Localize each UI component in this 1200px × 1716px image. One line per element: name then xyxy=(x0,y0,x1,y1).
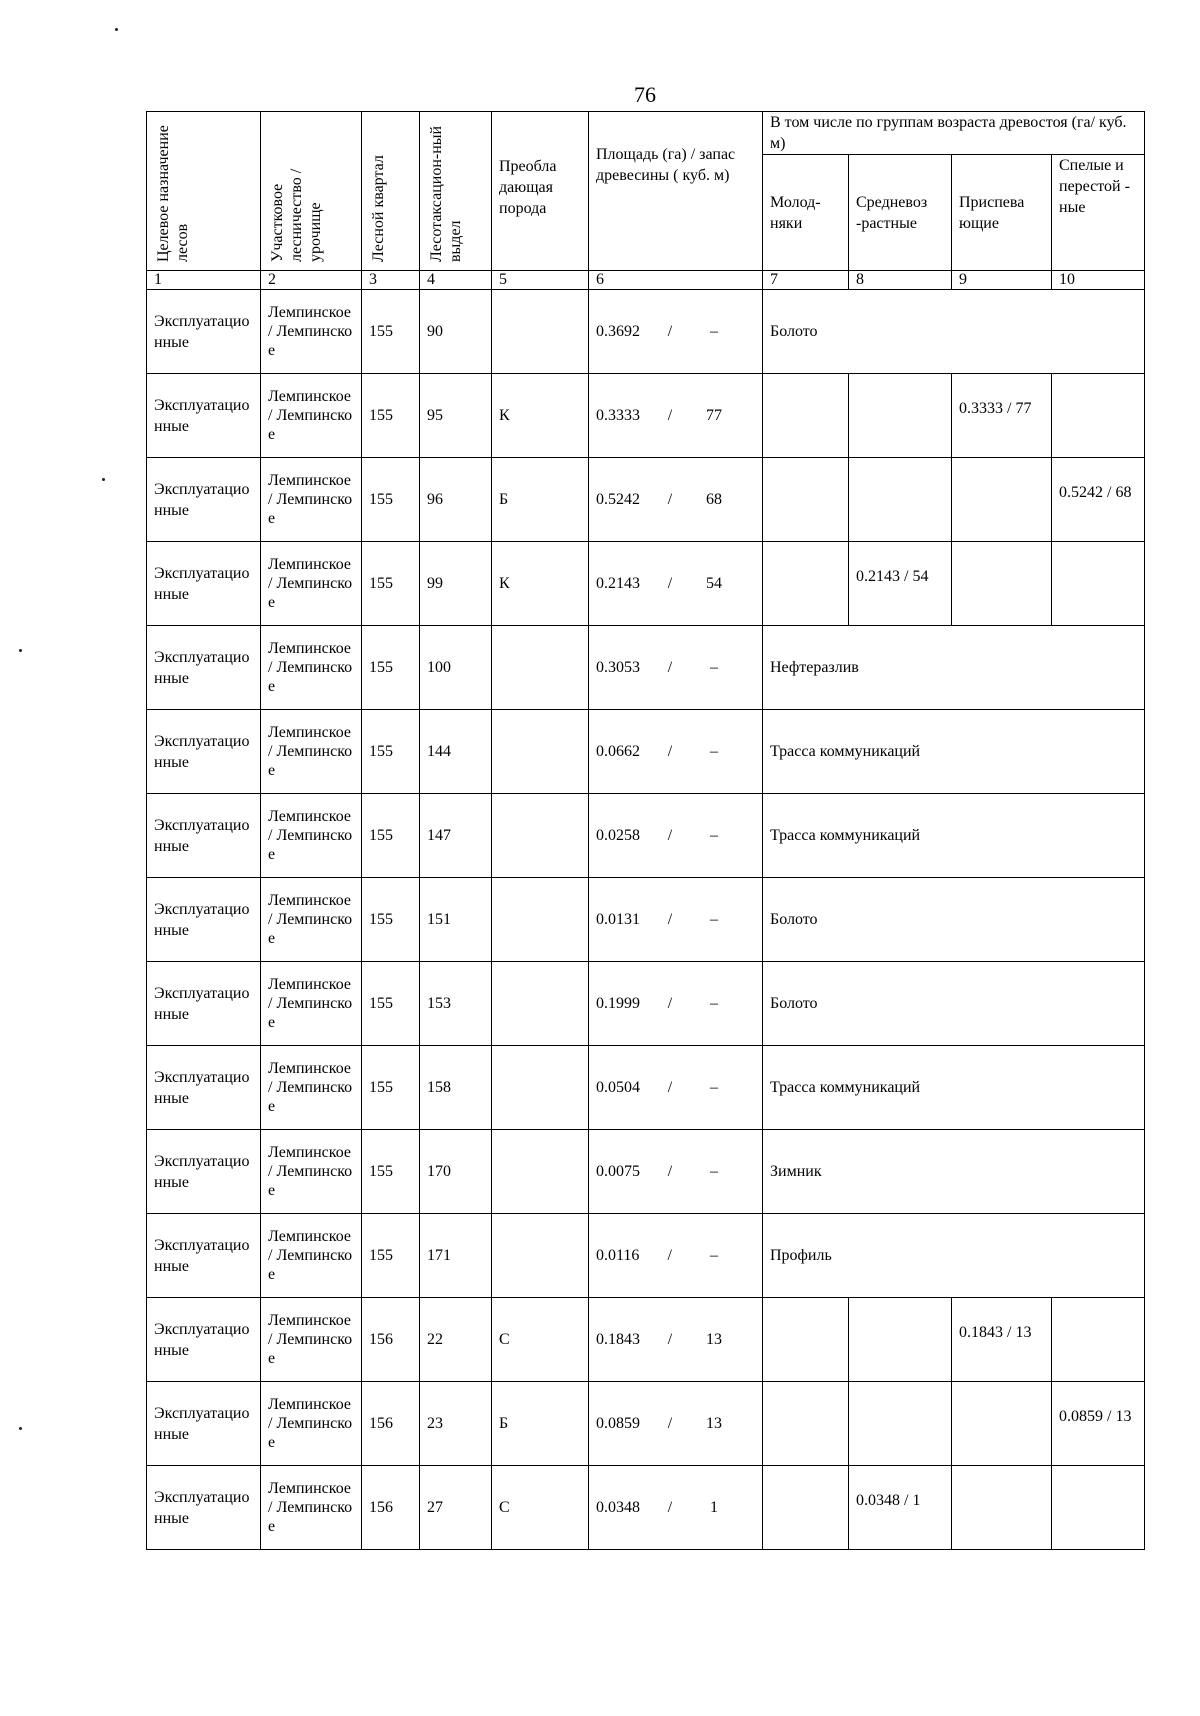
area-separator: / xyxy=(667,491,673,508)
area-stock-pair xyxy=(596,1413,728,1434)
species-cell: С xyxy=(492,1466,589,1550)
area-stock-pair xyxy=(596,1077,728,1098)
table-row xyxy=(147,626,1145,710)
area-cell xyxy=(589,542,763,626)
age-middle-cell xyxy=(849,458,952,542)
table-row xyxy=(147,542,1145,626)
district-cell: Лемпинское / Лемпинское xyxy=(261,1130,362,1214)
quarter-cell: 155 xyxy=(362,878,420,962)
column-number: 10 xyxy=(1052,271,1145,290)
table-row xyxy=(147,1298,1145,1382)
age-young-cell xyxy=(763,1382,849,1466)
quarter-cell: 156 xyxy=(362,1466,420,1550)
stock-value: 1 xyxy=(710,1499,718,1516)
area-stock-pair xyxy=(596,573,728,594)
area-separator: / xyxy=(667,1247,672,1264)
stock-value: 68 xyxy=(706,491,722,508)
age-mature-cell xyxy=(1052,1466,1145,1550)
header-quarter-text: Лесной квартал xyxy=(370,155,387,262)
species-cell xyxy=(492,290,589,374)
header-district-text: Участковое лесничество / урочище xyxy=(269,168,324,262)
district-cell: Лемпинское / Лемпинское xyxy=(261,626,362,710)
area-separator: / xyxy=(667,407,673,424)
column-number: 5 xyxy=(492,271,589,290)
area-cell xyxy=(589,1046,763,1130)
area-separator: / xyxy=(667,575,673,592)
age-group-value: 0.0348 / 1 xyxy=(856,1492,921,1509)
plot-cell: 22 xyxy=(420,1298,492,1382)
header-plot xyxy=(420,112,492,271)
page-number: 76 xyxy=(634,82,656,107)
area-cell xyxy=(589,794,763,878)
plot-cell: 100 xyxy=(420,626,492,710)
age-mature-cell xyxy=(1052,1298,1145,1382)
age-young-cell xyxy=(763,374,849,458)
age-mature-cell xyxy=(1052,542,1145,626)
area-stock-pair xyxy=(596,1497,728,1518)
age-premature-cell xyxy=(952,458,1052,542)
header-age-groups xyxy=(763,112,1145,155)
non-forest-note: Болото xyxy=(763,290,1145,374)
area-separator: / xyxy=(667,1331,673,1348)
purpose-cell: Эксплуатационные xyxy=(147,290,261,374)
table-body xyxy=(147,290,1145,1550)
area-value: 0.1999 xyxy=(596,995,640,1012)
district-cell: Лемпинское / Лемпинское xyxy=(261,962,362,1046)
header-species xyxy=(492,112,589,271)
stock-value: 77 xyxy=(706,407,722,424)
area-value: 0.0859 xyxy=(596,1415,640,1432)
non-forest-note: Трасса коммуникаций xyxy=(763,710,1145,794)
species-cell: К xyxy=(492,542,589,626)
table-row xyxy=(147,878,1145,962)
purpose-cell: Эксплуатационные xyxy=(147,1046,261,1130)
purpose-cell: Эксплуатационные xyxy=(147,794,261,878)
area-cell xyxy=(589,374,763,458)
quarter-cell: 155 xyxy=(362,626,420,710)
district-cell: Лемпинское / Лемпинское xyxy=(261,542,362,626)
age-premature-cell xyxy=(952,1466,1052,1550)
column-number: 2 xyxy=(261,271,362,290)
header-purpose xyxy=(147,112,261,271)
header-mature-text: Спелые и перестой - ные xyxy=(1059,157,1130,216)
table-row xyxy=(147,1046,1145,1130)
area-stock-pair xyxy=(596,1329,728,1350)
area-stock-pair xyxy=(596,657,728,678)
plot-cell: 147 xyxy=(420,794,492,878)
quarter-cell: 155 xyxy=(362,290,420,374)
column-number: 6 xyxy=(589,271,763,290)
header-quarter xyxy=(362,112,420,271)
area-separator: / xyxy=(667,323,673,340)
species-cell xyxy=(492,794,589,878)
column-number: 1 xyxy=(147,271,261,290)
area-stock-pair xyxy=(596,1161,728,1182)
age-group-value: 0.3333 / 77 xyxy=(959,400,1032,417)
age-premature-cell xyxy=(952,374,1052,458)
age-group-value: 0.2143 / 54 xyxy=(856,568,929,585)
plot-cell: 90 xyxy=(420,290,492,374)
area-stock-pair xyxy=(596,1245,728,1266)
quarter-cell: 155 xyxy=(362,1046,420,1130)
table-row xyxy=(147,290,1145,374)
plot-cell: 153 xyxy=(420,962,492,1046)
area-cell xyxy=(589,962,763,1046)
district-cell: Лемпинское / Лемпинское xyxy=(261,1298,362,1382)
stock-value: – xyxy=(710,659,718,676)
area-separator: / xyxy=(667,1415,673,1432)
age-middle-cell xyxy=(849,1298,952,1382)
scan-speck xyxy=(115,28,118,31)
area-value: 0.3692 xyxy=(596,323,640,340)
age-middle-cell xyxy=(849,374,952,458)
area-cell xyxy=(589,710,763,794)
table-row xyxy=(147,374,1145,458)
area-cell xyxy=(589,1382,763,1466)
scan-speck xyxy=(19,649,22,652)
header-plot-text: Лесотаксацион-ный выдел xyxy=(428,125,464,262)
header-mature xyxy=(1052,155,1145,271)
non-forest-note: Болото xyxy=(763,878,1145,962)
area-value: 0.0075 xyxy=(596,1163,640,1180)
stock-value: – xyxy=(710,743,718,760)
plot-cell: 27 xyxy=(420,1466,492,1550)
quarter-cell: 156 xyxy=(362,1298,420,1382)
stock-value: – xyxy=(710,911,718,928)
district-cell: Лемпинское / Лемпинское xyxy=(261,458,362,542)
species-cell: С xyxy=(492,1298,589,1382)
area-value: 0.0662 xyxy=(596,743,640,760)
area-stock-pair xyxy=(596,741,728,762)
district-cell: Лемпинское / Лемпинское xyxy=(261,1382,362,1466)
quarter-cell: 155 xyxy=(362,542,420,626)
age-group-value: 0.0859 / 13 xyxy=(1059,1408,1132,1425)
area-stock-pair xyxy=(596,825,728,846)
stock-value: – xyxy=(710,1247,718,1264)
purpose-cell: Эксплуатационные xyxy=(147,878,261,962)
table-row xyxy=(147,794,1145,878)
species-cell xyxy=(492,626,589,710)
header-premature-text: Приспева ющие xyxy=(959,193,1025,232)
area-value: 0.0348 xyxy=(596,1499,640,1516)
stock-value: – xyxy=(710,995,718,1012)
header-species-text: Преобла дающая порода xyxy=(499,158,557,217)
quarter-cell: 155 xyxy=(362,710,420,794)
age-premature-cell xyxy=(952,542,1052,626)
age-mature-cell xyxy=(1052,458,1145,542)
table-row xyxy=(147,1214,1145,1298)
table-row xyxy=(147,1466,1145,1550)
area-separator: / xyxy=(667,995,673,1012)
area-stock-pair xyxy=(596,909,728,930)
header-young xyxy=(763,155,849,271)
purpose-cell: Эксплуатационные xyxy=(147,1466,261,1550)
age-young-cell xyxy=(763,1466,849,1550)
area-stock-pair xyxy=(596,993,728,1014)
area-value: 0.1843 xyxy=(596,1331,640,1348)
area-value: 0.2143 xyxy=(596,575,640,592)
area-stock-pair xyxy=(596,405,728,426)
species-cell xyxy=(492,878,589,962)
non-forest-note: Болото xyxy=(763,962,1145,1046)
header-young-text: Молод-няки xyxy=(770,193,821,232)
area-cell xyxy=(589,1130,763,1214)
area-value: 0.0504 xyxy=(596,1079,640,1096)
species-cell: Б xyxy=(492,1382,589,1466)
header-area xyxy=(589,112,763,271)
species-cell xyxy=(492,710,589,794)
quarter-cell: 155 xyxy=(362,962,420,1046)
age-premature-cell xyxy=(952,1298,1052,1382)
district-cell: Лемпинское / Лемпинское xyxy=(261,1466,362,1550)
purpose-cell: Эксплуатационные xyxy=(147,1214,261,1298)
area-value: 0.0258 xyxy=(596,827,640,844)
table-row xyxy=(147,1382,1145,1466)
quarter-cell: 155 xyxy=(362,1214,420,1298)
quarter-cell: 155 xyxy=(362,1130,420,1214)
purpose-cell: Эксплуатационные xyxy=(147,1382,261,1466)
age-young-cell xyxy=(763,458,849,542)
column-number: 3 xyxy=(362,271,420,290)
district-cell: Лемпинское / Лемпинское xyxy=(261,794,362,878)
area-value: 0.5242 xyxy=(596,491,640,508)
plot-cell: 23 xyxy=(420,1382,492,1466)
column-number: 7 xyxy=(763,271,849,290)
age-middle-cell xyxy=(849,542,952,626)
plot-cell: 170 xyxy=(420,1130,492,1214)
area-separator: / xyxy=(667,1163,673,1180)
stock-value: – xyxy=(710,1163,718,1180)
area-value: 0.0116 xyxy=(596,1247,640,1264)
species-cell xyxy=(492,1130,589,1214)
district-cell: Лемпинское / Лемпинское xyxy=(261,878,362,962)
district-cell: Лемпинское / Лемпинское xyxy=(261,1046,362,1130)
age-group-value: 0.5242 / 68 xyxy=(1059,484,1132,501)
stock-value: – xyxy=(710,1079,718,1096)
scan-speck xyxy=(102,478,105,481)
purpose-cell: Эксплуатационные xyxy=(147,1130,261,1214)
area-separator: / xyxy=(667,827,673,844)
area-cell xyxy=(589,1466,763,1550)
stock-value: – xyxy=(710,827,718,844)
stock-value: – xyxy=(710,323,718,340)
table-row xyxy=(147,1130,1145,1214)
age-group-value: 0.1843 / 13 xyxy=(959,1324,1032,1341)
age-mature-cell xyxy=(1052,374,1145,458)
area-separator: / xyxy=(667,743,673,760)
non-forest-note: Профиль xyxy=(763,1214,1145,1298)
header-age-groups-text: В том числе по группам возраста древостоя (га/ куб. м) xyxy=(770,114,1127,152)
plot-cell: 151 xyxy=(420,878,492,962)
species-cell: Б xyxy=(492,458,589,542)
age-young-cell xyxy=(763,1298,849,1382)
species-cell xyxy=(492,1214,589,1298)
area-cell xyxy=(589,626,763,710)
age-premature-cell xyxy=(952,1382,1052,1466)
district-cell: Лемпинское / Лемпинское xyxy=(261,710,362,794)
age-middle-cell xyxy=(849,1382,952,1466)
purpose-cell: Эксплуатационные xyxy=(147,458,261,542)
non-forest-note: Нефтеразлив xyxy=(763,626,1145,710)
non-forest-note: Трасса коммуникаций xyxy=(763,1046,1145,1130)
scan-speck xyxy=(19,1427,22,1430)
stock-value: 13 xyxy=(706,1331,722,1348)
area-value: 0.3053 xyxy=(596,659,640,676)
species-cell: К xyxy=(492,374,589,458)
species-cell xyxy=(492,962,589,1046)
species-cell xyxy=(492,1046,589,1130)
stock-value: 54 xyxy=(706,575,722,592)
district-cell: Лемпинское / Лемпинское xyxy=(261,290,362,374)
header-district xyxy=(261,112,362,271)
non-forest-note: Трасса коммуникаций xyxy=(763,794,1145,878)
age-young-cell xyxy=(763,542,849,626)
area-separator: / xyxy=(667,911,673,928)
purpose-cell: Эксплуатационные xyxy=(147,1298,261,1382)
header-row-1 xyxy=(147,112,1145,155)
area-stock-pair xyxy=(596,489,728,510)
area-cell xyxy=(589,290,763,374)
area-separator: / xyxy=(667,659,673,676)
area-separator: / xyxy=(667,1499,673,1516)
area-cell xyxy=(589,878,763,962)
purpose-cell: Эксплуатационные xyxy=(147,542,261,626)
area-value: 0.3333 xyxy=(596,407,640,424)
header-purpose-text: Целевое назначение лесов xyxy=(155,125,191,262)
district-cell: Лемпинское / Лемпинское xyxy=(261,374,362,458)
area-stock-pair xyxy=(596,321,728,342)
table-row xyxy=(147,710,1145,794)
quarter-cell: 156 xyxy=(362,1382,420,1466)
age-middle-cell xyxy=(849,1466,952,1550)
quarter-cell: 155 xyxy=(362,374,420,458)
plot-cell: 95 xyxy=(420,374,492,458)
purpose-cell: Эксплуатационные xyxy=(147,962,261,1046)
quarter-cell: 155 xyxy=(362,458,420,542)
table-row xyxy=(147,458,1145,542)
area-separator: / xyxy=(667,1079,673,1096)
plot-cell: 144 xyxy=(420,710,492,794)
header-middle xyxy=(849,155,952,271)
plot-cell: 171 xyxy=(420,1214,492,1298)
area-cell xyxy=(589,458,763,542)
quarter-cell: 155 xyxy=(362,794,420,878)
purpose-cell: Эксплуатационные xyxy=(147,626,261,710)
non-forest-note: Зимник xyxy=(763,1130,1145,1214)
header-middle-text: Средневоз -растные xyxy=(856,193,928,232)
table-row xyxy=(147,962,1145,1046)
purpose-cell: Эксплуатационные xyxy=(147,710,261,794)
plot-cell: 96 xyxy=(420,458,492,542)
column-number: 4 xyxy=(420,271,492,290)
header-premature xyxy=(952,155,1052,271)
column-number-row xyxy=(147,271,1145,290)
column-number: 9 xyxy=(952,271,1052,290)
purpose-cell: Эксплуатационные xyxy=(147,374,261,458)
area-cell xyxy=(589,1214,763,1298)
area-cell xyxy=(589,1298,763,1382)
plot-cell: 158 xyxy=(420,1046,492,1130)
stock-value: 13 xyxy=(706,1415,722,1432)
area-value: 0.0131 xyxy=(596,911,640,928)
plot-cell: 99 xyxy=(420,542,492,626)
column-number: 8 xyxy=(849,271,952,290)
header-area-text: Площадь (га) / запас древесины ( куб. м) xyxy=(596,146,736,184)
forest-inventory-table xyxy=(146,111,1145,1550)
district-cell: Лемпинское / Лемпинское xyxy=(261,1214,362,1298)
age-mature-cell xyxy=(1052,1382,1145,1466)
